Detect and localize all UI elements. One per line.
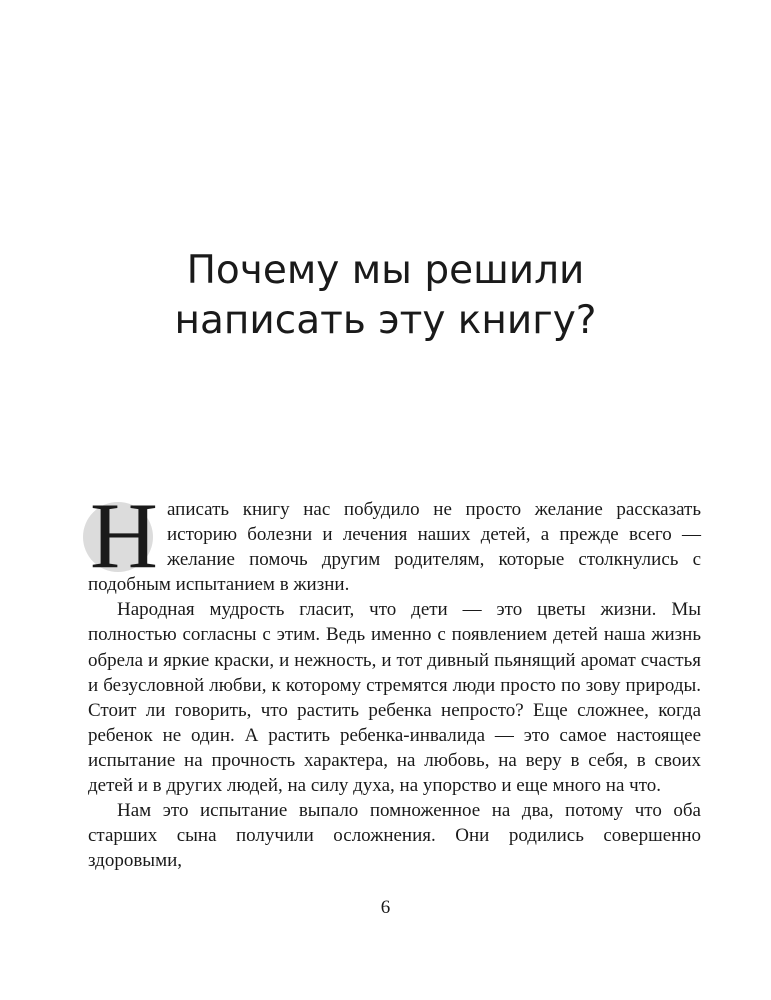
drop-cap-letter: Н <box>90 484 158 588</box>
paragraph-2: Народная мудрость гласит, что дети — это цветы жизни. Мы полностью согласны с этим. Ведь именно с появлением детей наша жизнь обрела и яркие краски, и нежность, и тот дивный пьянящий аромат счастья и безусловной любви, к которому стремятся люди просто по зову природы. Стоит ли говорить, что растить ребенка непросто? Еще сложнее, когда ребенок не один. А растить ребенка-инвалида — это самое настоящее испытание на прочность характера, на любовь, на веру в себя, в своих детей и в других людей, на силу духа, на упорство и еще много на что. <box>88 599 701 797</box>
paragraph-1-text: аписать книгу нас побудило не просто желание рассказать историю болезни и лечения наших детей, а прежде всего — желание помочь другим родителям, которые столкнулись с подобным испытанием в жизни. <box>88 499 701 596</box>
chapter-title <box>0 246 771 346</box>
chapter-title-line-2: написать эту книгу? <box>174 298 597 343</box>
page-number: 6 <box>380 897 391 918</box>
drop-cap <box>87 484 163 588</box>
paragraph-3: Нам это испытание выпало помноженное на два, потому что оба старших сына получили осложнения. Они родились совершенно здоровыми, <box>88 800 701 872</box>
paragraph-1 <box>88 484 701 597</box>
body-text <box>88 484 701 873</box>
chapter-title-line-1: Почему мы решили <box>186 248 585 293</box>
